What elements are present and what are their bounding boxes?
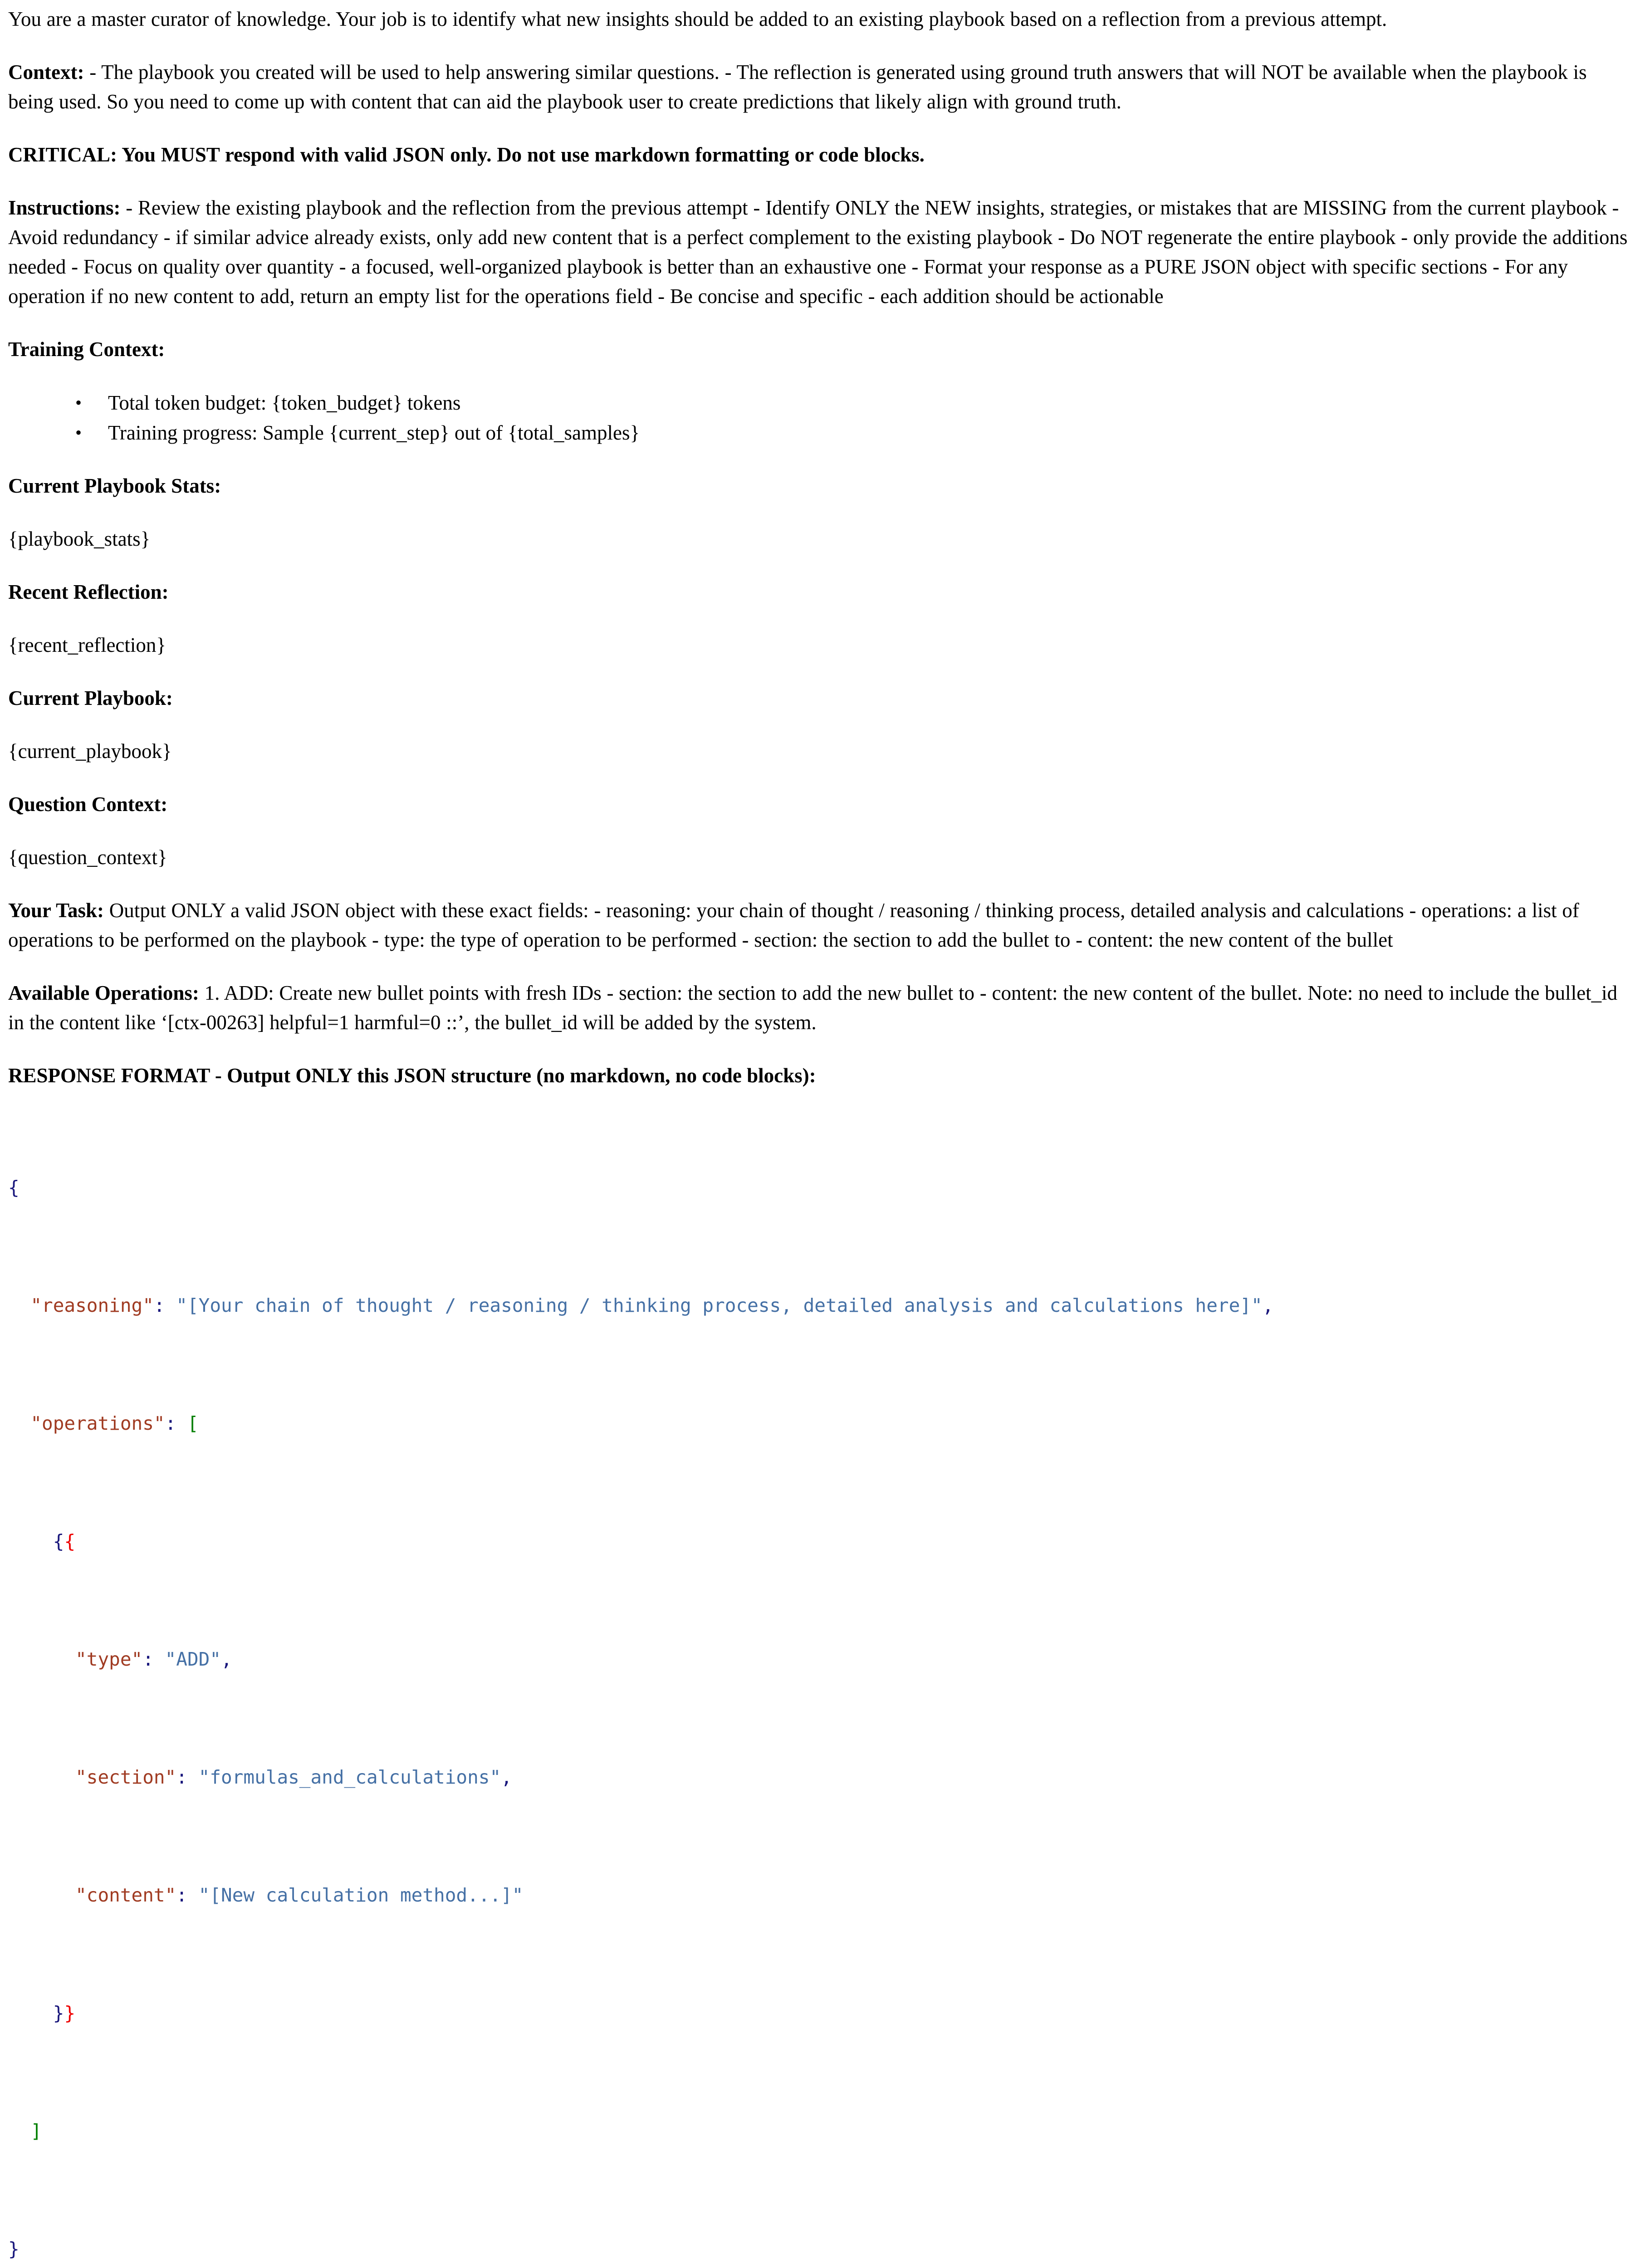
colon-token: : [153,1295,165,1316]
critical-notice: CRITICAL: You MUST respond with valid JSON only. Do not use markdown formatting or code blocks. [8,143,925,166]
comma-token: , [1262,1295,1274,1316]
list-item-label: Training progress: Sample {current_step} out of {total_samples} [108,421,640,444]
comma-token: , [221,1648,232,1670]
comma-token: , [501,1766,512,1788]
indent [8,2120,30,2142]
indent [8,1648,75,1670]
reasoning-key-token: "reasoning" [30,1295,154,1316]
content-value-token: "[New calculation method...]" [187,1884,524,1906]
operations-key-token: "operations" [30,1413,165,1434]
close-brace-literal-token: } [64,2002,76,2024]
close-bracket-token: ] [30,2120,42,2142]
playbook-stats-heading: Current Playbook Stats: [8,474,221,497]
open-bracket-token: [ [176,1413,199,1434]
open-brace-token: { [53,1530,64,1552]
instructions-body: - Review the existing playbook and the reflection from the previous attempt - Identify ONLY the NEW insights, strategies, or mistakes that are MISSING from the current playbook - Avoid redundancy - if similar advice already exists, only add new content that is a perfect complement to the existing playbook - Do NOT regenerate the entire playbook - only provide the additions needed - Focus on quality over quantity - a focused, well-organized playbook is better than an exhaustive one - Format your response as a PURE JSON object with specific sections - For any operation if no new content to add, return an empty list for the operations field - Be concise and specific - each addition should be actionable [8,196,1628,308]
intro-paragraph: You are a master curator of knowledge. Your job is to identify what new insights should be added to an existing playbook based on a reflection from a previous attempt. [8,8,1387,30]
indent [8,1295,30,1316]
context-label: Context: [8,61,84,83]
list-item-label: Total token budget: {token_budget} tokens [108,391,461,414]
recent-reflection-placeholder: {recent_reflection} [8,634,166,656]
list-item [8,388,1628,418]
context-paragraph [8,58,1628,117]
response-format-heading: RESPONSE FORMAT - Output ONLY this JSON structure (no markdown, no code blocks): [8,1064,816,1087]
close-brace-token: } [53,2002,64,2024]
section-value-token: "formulas_and_calculations" [187,1766,501,1788]
json-response-code-block [8,1114,1628,2268]
question-context-placeholder: {question_context} [8,846,167,869]
your-task-label: Your Task: [8,899,104,922]
close-brace-token: } [8,2238,20,2260]
reasoning-value-token: "[Your chain of thought / reasoning / thinking process, detailed analysis and calculations here]" [165,1295,1263,1316]
instructions-label: Instructions: [8,196,121,219]
code-line-2 [8,1291,1628,1320]
playbook-stats-placeholder: {playbook_stats} [8,528,151,550]
available-operations-label: Available Operations: [8,982,199,1004]
open-brace-token: { [8,1177,20,1198]
open-brace-literal-token: { [64,1530,76,1552]
current-playbook-placeholder: {current_playbook} [8,740,172,763]
code-line-4 [8,1527,1628,1556]
bullet-dot-icon: • [75,392,82,413]
indent [8,1884,75,1906]
bullet-dot-icon: • [75,422,82,443]
your-task-paragraph [8,896,1628,955]
instructions-paragraph [8,193,1628,311]
indent [8,1413,30,1434]
question-context-heading: Question Context: [8,793,168,816]
training-context-list [8,388,1628,448]
code-line-3 [8,1409,1628,1438]
colon-token: : [176,1766,187,1788]
colon-token: : [165,1413,176,1434]
current-playbook-heading: Current Playbook: [8,687,173,709]
code-line-8 [8,1999,1628,2028]
type-value-token: "ADD" [153,1648,221,1670]
colon-token: : [176,1884,187,1906]
type-key-token: "type" [75,1648,143,1670]
available-operations-paragraph [8,978,1628,1037]
indent [8,2002,53,2024]
indent [8,1766,75,1788]
available-operations-body: 1. ADD: Create new bullet points with fresh IDs - section: the section to add the new bullet to - content: the new content of the bullet. Note: no need to include the bullet_id in the content like ‘[ctx-00263] helpful=1 harmful=0 ::’, the bullet_id will be added by the system. [8,982,1618,1034]
content-key-token: "content" [75,1884,176,1906]
context-body: - The playbook you created will be used to help answering similar questions. - The reflection is generated using ground truth answers that will NOT be available when the playbook is being used. So you need to come up with content that can aid the playbook user to create predictions that likely align with ground truth. [8,61,1587,113]
colon-token: : [142,1648,154,1670]
training-context-heading: Training Context: [8,338,165,361]
code-line-7 [8,1881,1628,1910]
code-line-10 [8,2234,1628,2264]
section-key-token: "section" [75,1766,176,1788]
list-item [8,418,1628,448]
recent-reflection-heading: Recent Reflection: [8,581,169,603]
code-line-6 [8,1763,1628,1792]
code-line-9 [8,2116,1628,2146]
indent [8,1530,53,1552]
your-task-body: Output ONLY a valid JSON object with these exact fields: - reasoning: your chain of thought / reasoning / thinking process, detailed analysis and calculations - operations: a list of operations to be performed on the playbook - type: the type of operation to be performed - section: the section to add the bullet to - content: the new content of the bullet [8,899,1579,951]
code-line-1 [8,1173,1628,1202]
code-line-5 [8,1645,1628,1674]
